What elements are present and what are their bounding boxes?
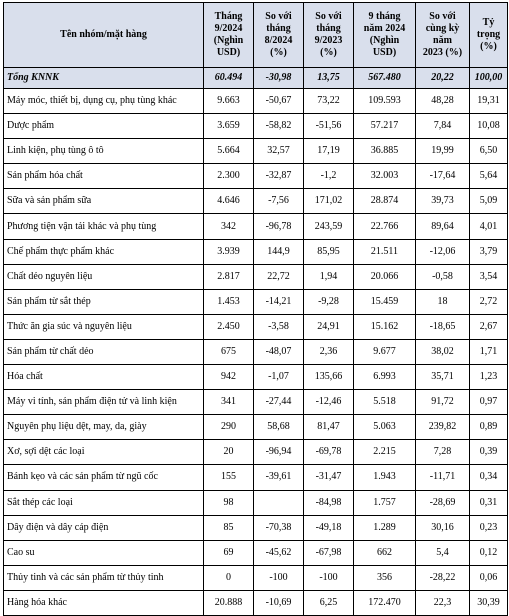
row-cell: -7,56 (254, 189, 304, 214)
row-cell: 144,9 (254, 239, 304, 264)
row-cell: 2,36 (304, 339, 354, 364)
table-row (4, 239, 508, 264)
row-cell: 1.943 (354, 465, 416, 490)
row-cell: 2.300 (204, 164, 254, 189)
row-cell: 30,39 (470, 590, 508, 615)
table-row (4, 189, 508, 214)
row-cell: -0,58 (416, 264, 470, 289)
row-cell: 22.766 (354, 214, 416, 239)
row-cell: 69 (204, 540, 254, 565)
total-row (4, 68, 508, 89)
row-cell: 98 (204, 490, 254, 515)
row-cell: -69,78 (304, 440, 354, 465)
table-row (4, 490, 508, 515)
row-cell: -84,98 (304, 490, 354, 515)
row-cell: 239,82 (416, 415, 470, 440)
row-cell: -58,82 (254, 114, 304, 139)
row-cell: 1.757 (354, 490, 416, 515)
row-cell: 20.888 (204, 590, 254, 615)
row-cell: 2,67 (470, 314, 508, 339)
row-cell: 81,47 (304, 415, 354, 440)
row-cell: 32.003 (354, 164, 416, 189)
row-cell: 17,19 (304, 139, 354, 164)
row-label: Sản phẩm hóa chất (4, 164, 204, 189)
row-cell: 3,79 (470, 239, 508, 264)
row-cell: 0,39 (470, 440, 508, 465)
row-cell: -11,71 (416, 465, 470, 490)
row-label: Phương tiện vận tải khác và phụ tùng (4, 214, 204, 239)
row-cell: 5,4 (416, 540, 470, 565)
row-label: Sắt thép các loại (4, 490, 204, 515)
row-cell: 2.817 (204, 264, 254, 289)
row-cell: 36.885 (354, 139, 416, 164)
row-cell: -1,2 (304, 164, 354, 189)
row-cell: 21.511 (354, 239, 416, 264)
row-cell: 89,64 (416, 214, 470, 239)
row-cell: 20 (204, 440, 254, 465)
row-cell: 22,3 (416, 590, 470, 615)
row-label: Dây điện và dây cáp điện (4, 515, 204, 540)
row-cell: -1,07 (254, 365, 304, 390)
row-cell: 19,99 (416, 139, 470, 164)
row-cell: 0,31 (470, 490, 508, 515)
table-row (4, 114, 508, 139)
row-cell: 38,02 (416, 339, 470, 364)
row-cell: 10,08 (470, 114, 508, 139)
header-month-value: Tháng 9/2024 (Nghìn USD) (204, 3, 254, 68)
row-cell: -100 (254, 565, 304, 590)
row-label: Xơ, sợi dệt các loại (4, 440, 204, 465)
row-cell: -39,61 (254, 465, 304, 490)
row-cell: 20.066 (354, 264, 416, 289)
row-label: Thủy tinh và các sản phẩm từ thủy tinh (4, 565, 204, 590)
total-cell: -30,98 (254, 68, 304, 89)
total-label: Tổng KNNK (4, 68, 204, 89)
row-cell: 1.453 (204, 289, 254, 314)
row-cell: 0,34 (470, 465, 508, 490)
row-cell: -50,67 (254, 89, 304, 114)
row-cell: 0,12 (470, 540, 508, 565)
row-cell: 28.874 (354, 189, 416, 214)
row-label: Sản phẩm từ sắt thép (4, 289, 204, 314)
table-row (4, 339, 508, 364)
row-cell: -27,44 (254, 390, 304, 415)
row-cell: -48,07 (254, 339, 304, 364)
row-cell: 135,66 (304, 365, 354, 390)
row-cell: 9.677 (354, 339, 416, 364)
row-cell: 6,50 (470, 139, 508, 164)
row-cell: 7,28 (416, 440, 470, 465)
row-cell: -31,47 (304, 465, 354, 490)
row-cell: -28,22 (416, 565, 470, 590)
row-cell: 19,31 (470, 89, 508, 114)
row-cell: -18,65 (416, 314, 470, 339)
row-cell: 155 (204, 465, 254, 490)
row-cell: 58,68 (254, 415, 304, 440)
row-cell: 57.217 (354, 114, 416, 139)
row-cell: 3.659 (204, 114, 254, 139)
row-cell: -12,06 (416, 239, 470, 264)
row-cell: 5.518 (354, 390, 416, 415)
row-cell: 0,23 (470, 515, 508, 540)
row-cell: 2.215 (354, 440, 416, 465)
header-share: Tỷ trọng (%) (470, 3, 508, 68)
table-row (4, 565, 508, 590)
total-cell: 13,75 (304, 68, 354, 89)
row-label: Linh kiện, phụ tùng ô tô (4, 139, 204, 164)
row-cell: -3,58 (254, 314, 304, 339)
row-cell: 1,71 (470, 339, 508, 364)
row-label: Máy vi tính, sản phẩm điện tử và linh kiện (4, 390, 204, 415)
row-cell: -12,46 (304, 390, 354, 415)
header-ytd-value: 9 tháng năm 2024 (Nghìn USD) (354, 3, 416, 68)
row-cell: 109.593 (354, 89, 416, 114)
row-cell: 85 (204, 515, 254, 540)
row-cell: 35,71 (416, 365, 470, 390)
table-row (4, 214, 508, 239)
row-cell: -51,56 (304, 114, 354, 139)
row-cell: 3.939 (204, 239, 254, 264)
table-row (4, 590, 508, 615)
row-cell: 48,28 (416, 89, 470, 114)
row-cell: 1.289 (354, 515, 416, 540)
table-row (4, 465, 508, 490)
row-cell: 172.470 (354, 590, 416, 615)
header-vs-prev-month: So với tháng 8/2024 (%) (254, 3, 304, 68)
import-table (3, 2, 508, 616)
row-cell (254, 490, 304, 515)
row-cell: -28,69 (416, 490, 470, 515)
table-row (4, 264, 508, 289)
row-cell: 73,22 (304, 89, 354, 114)
row-cell: 0,89 (470, 415, 508, 440)
row-cell: 30,16 (416, 515, 470, 540)
row-cell: -14,21 (254, 289, 304, 314)
total-cell: 20,22 (416, 68, 470, 89)
row-cell: 5.063 (354, 415, 416, 440)
row-cell: 24,91 (304, 314, 354, 339)
row-cell: -96,94 (254, 440, 304, 465)
row-cell: -9,28 (304, 289, 354, 314)
row-cell: 39,73 (416, 189, 470, 214)
row-cell: 15.459 (354, 289, 416, 314)
row-cell: -96,78 (254, 214, 304, 239)
row-label: Chất dẻo nguyên liệu (4, 264, 204, 289)
row-cell: 662 (354, 540, 416, 565)
row-cell: 171,02 (304, 189, 354, 214)
total-cell: 60.494 (204, 68, 254, 89)
table-row (4, 540, 508, 565)
row-cell: -67,98 (304, 540, 354, 565)
row-cell: 0,06 (470, 565, 508, 590)
row-cell: -45,62 (254, 540, 304, 565)
row-cell: 15.162 (354, 314, 416, 339)
row-cell: 6,25 (304, 590, 354, 615)
total-cell: 100,00 (470, 68, 508, 89)
row-cell: 243,59 (304, 214, 354, 239)
row-cell: -32,87 (254, 164, 304, 189)
row-cell: 356 (354, 565, 416, 590)
row-cell: 342 (204, 214, 254, 239)
row-cell: 91,72 (416, 390, 470, 415)
row-label: Thức ăn gia súc và nguyên liệu (4, 314, 204, 339)
table-row (4, 415, 508, 440)
row-label: Hóa chất (4, 365, 204, 390)
row-cell: 1,23 (470, 365, 508, 390)
row-cell: 0,97 (470, 390, 508, 415)
row-cell: 9.663 (204, 89, 254, 114)
header-item-name: Tên nhóm/mặt hàng (4, 3, 204, 68)
row-cell: 22,72 (254, 264, 304, 289)
row-label: Máy móc, thiết bị, dụng cụ, phụ tùng khác (4, 89, 204, 114)
row-cell: 1,94 (304, 264, 354, 289)
row-cell: 2.450 (204, 314, 254, 339)
header-row (4, 3, 508, 68)
row-cell: 7,84 (416, 114, 470, 139)
row-cell: 32,57 (254, 139, 304, 164)
row-cell: 3,54 (470, 264, 508, 289)
table-row (4, 365, 508, 390)
table-row (4, 314, 508, 339)
header-vs-same-period: So với cùng kỳ năm 2023 (%) (416, 3, 470, 68)
row-cell: -70,38 (254, 515, 304, 540)
row-label: Sản phẩm từ chất dẻo (4, 339, 204, 364)
row-cell: -17,64 (416, 164, 470, 189)
row-cell: 18 (416, 289, 470, 314)
row-cell: 4.646 (204, 189, 254, 214)
row-label: Sữa và sản phẩm sữa (4, 189, 204, 214)
row-label: Cao su (4, 540, 204, 565)
row-label: Chế phẩm thực phẩm khác (4, 239, 204, 264)
header-vs-same-month: So với tháng 9/2023 (%) (304, 3, 354, 68)
table-row (4, 139, 508, 164)
row-label: Bánh kẹo và các sản phẩm từ ngũ cốc (4, 465, 204, 490)
table-row (4, 515, 508, 540)
table-row (4, 164, 508, 189)
row-cell: -10,69 (254, 590, 304, 615)
row-label: Hàng hóa khác (4, 590, 204, 615)
row-cell: 290 (204, 415, 254, 440)
table-row (4, 89, 508, 114)
total-cell: 567.480 (354, 68, 416, 89)
row-cell: 85,95 (304, 239, 354, 264)
row-label: Dược phẩm (4, 114, 204, 139)
row-label: Nguyên phụ liệu dệt, may, da, giày (4, 415, 204, 440)
row-cell: 675 (204, 339, 254, 364)
table-row (4, 390, 508, 415)
row-cell: 341 (204, 390, 254, 415)
row-cell: 5,09 (470, 189, 508, 214)
row-cell: 5.664 (204, 139, 254, 164)
row-cell: -100 (304, 565, 354, 590)
row-cell: 2,72 (470, 289, 508, 314)
row-cell: 6.993 (354, 365, 416, 390)
row-cell: -49,18 (304, 515, 354, 540)
table-row (4, 440, 508, 465)
row-cell: 942 (204, 365, 254, 390)
row-cell: 0 (204, 565, 254, 590)
row-cell: 4,01 (470, 214, 508, 239)
row-cell: 5,64 (470, 164, 508, 189)
table-row (4, 289, 508, 314)
